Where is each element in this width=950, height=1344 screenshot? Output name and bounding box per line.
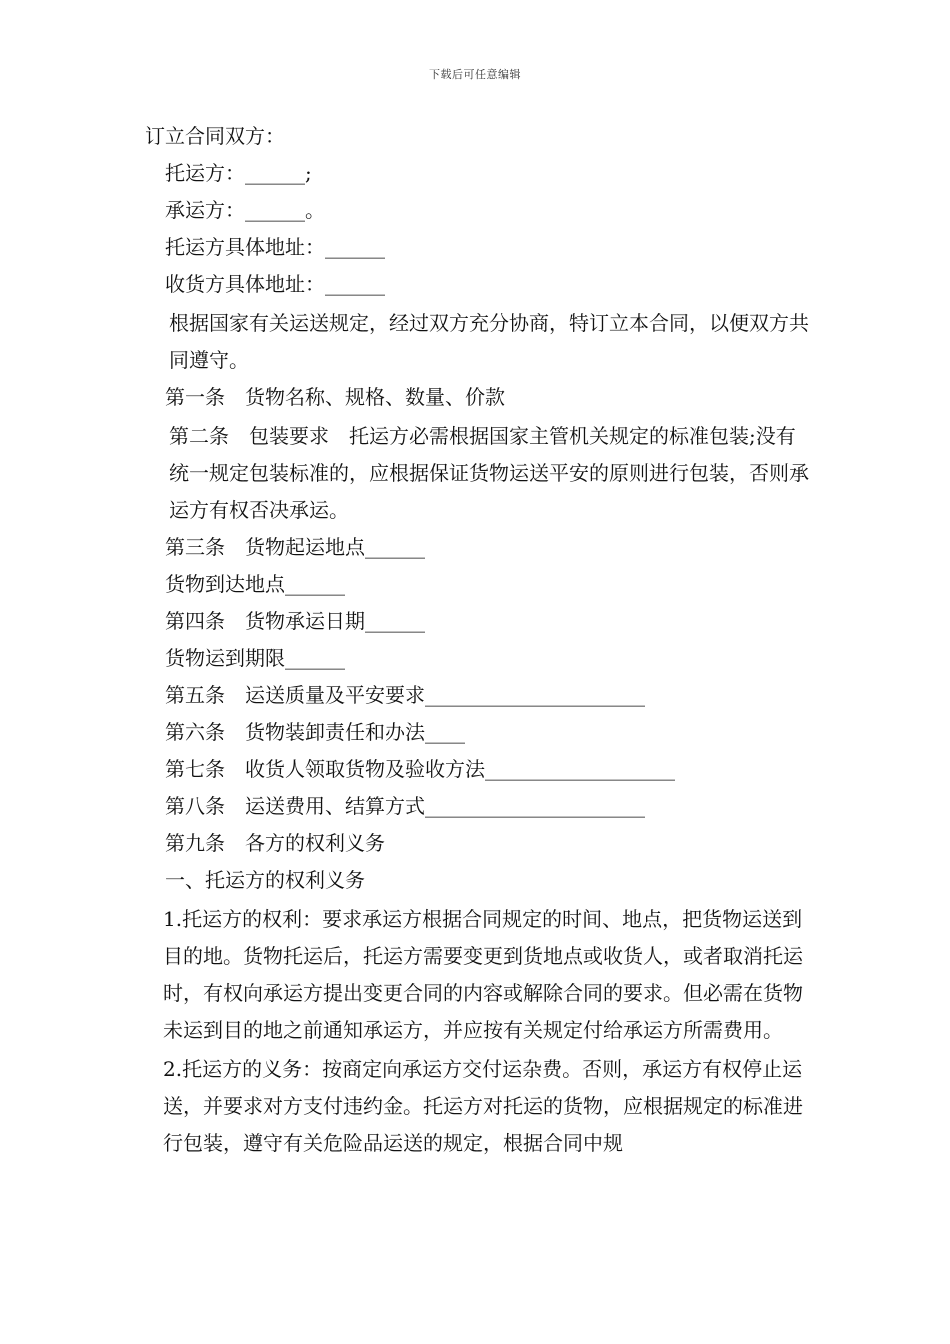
article-3: 第三条 货物起运地点______ <box>165 535 425 559</box>
download-note: 下载后可任意编辑 <box>429 68 521 81</box>
article-4-deadline: 货物运到期限______ <box>165 646 345 670</box>
item-shipper-duties: 2.托运方的义务：按商定向承运方交付运杂费。否则，承运方有权停止运送，并要求对方支付违约金。托运方对托运的货物，应根据规定的标准进行包装，遵守有关危险品运送的规定，根据合同中规 <box>163 1057 803 1155</box>
article-2: 第二条 包装要求 托运方必需根据国家主管机关规定的标准包装;没有统一规定包装标准的，应根据保证货物运送平安的原则进行包装，否则承运方有权否决承运。 <box>169 424 809 522</box>
article-3-arrival: 货物到达地点______ <box>165 572 345 596</box>
shipper-line: 托运方：______; <box>165 161 312 185</box>
section-shipper-rights: 一、托运方的权利义务 <box>165 868 365 892</box>
preamble-paragraph: 根据国家有关运送规定，经过双方充分协商，特订立本合同，以便双方共同遵守。 <box>169 311 809 372</box>
article-8: 第八条 运送费用、结算方式______________________ <box>165 794 645 818</box>
carrier-line: 承运方：______。 <box>165 198 325 222</box>
article-1: 第一条 货物名称、规格、数量、价款 <box>165 385 505 409</box>
shipper-address-line: 托运方具体地址：______ <box>165 235 385 259</box>
contract-body <box>145 118 810 1162</box>
item-shipper-rights: 1.托运方的权利：要求承运方根据合同规定的时间、地点，把货物运送到目的地。货物托运后，托运方需要变更到货地点或收货人，或者取消托运时，有权向承运方提出变更合同的内容或解除合同的要求。但必需在货物未运到目的地之前通知承运方，并应按有关规定付给承运方所需费用。 <box>163 907 803 1042</box>
parties-title: 订立合同双方： <box>145 124 285 148</box>
article-6: 第六条 货物装卸责任和办法____ <box>165 720 465 744</box>
article-7: 第七条 收货人领取货物及验收方法___________________ <box>165 757 675 781</box>
article-5: 第五条 运送质量及平安要求______________________ <box>165 683 645 707</box>
consignee-address-line: 收货方具体地址：______ <box>165 272 385 296</box>
article-4: 第四条 货物承运日期______ <box>165 609 425 633</box>
article-9: 第九条 各方的权利义务 <box>165 831 385 855</box>
